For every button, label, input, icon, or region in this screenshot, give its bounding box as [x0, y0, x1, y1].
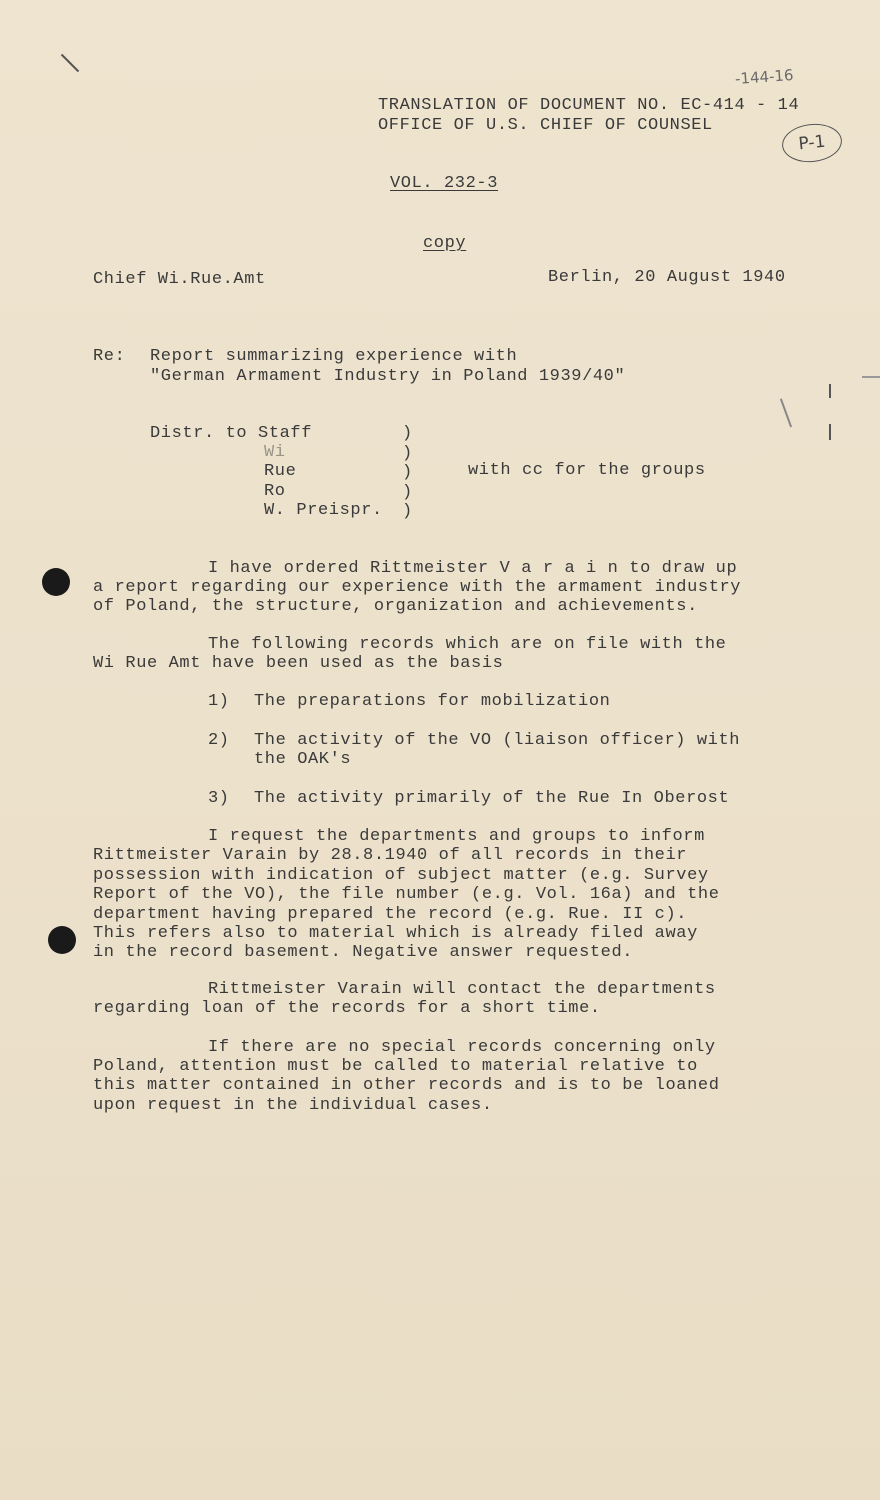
paragraph-1-line: a report regarding our experience with the armament industry: [93, 578, 742, 597]
distribution-item: Ro: [264, 482, 286, 501]
volume-number: VOL. 232-3: [390, 174, 499, 193]
list-item-text: The activity primarily of the Rue In Oberost: [254, 789, 730, 808]
scan-mark: [829, 384, 831, 398]
paragraph-2-line: Wi Rue Amt have been used as the basis: [93, 654, 504, 673]
distribution-bracket: ) ) ) ) ): [402, 424, 413, 521]
page-stamp-label: P-1: [797, 131, 827, 155]
distribution-note: with cc for the groups: [468, 461, 706, 480]
paragraph-3-line: in the record basement. Negative answer requested.: [93, 943, 634, 962]
list-item-text: The preparations for mobilization: [254, 692, 611, 711]
list-item-text: the OAK's: [254, 750, 352, 769]
paragraph-4-line: regarding loan of the records for a short time.: [93, 999, 601, 1018]
paragraph-3-line: department having prepared the record (e.g. Rue. II c).: [93, 905, 688, 924]
distribution-item: Wi: [264, 443, 286, 462]
re-label: Re:: [93, 347, 126, 366]
list-item-number: 3): [208, 789, 230, 808]
scan-mark: [61, 54, 79, 72]
sender: Chief Wi.Rue.Amt: [93, 270, 266, 289]
paragraph-3-line: Rittmeister Varain by 28.8.1940 of all records in their: [93, 846, 688, 865]
paragraph-1-line: I have ordered Rittmeister V a r a i n to draw up: [208, 559, 738, 578]
paragraph-3-line: possession with indication of subject matter (e.g. Survey: [93, 866, 709, 885]
paragraph-5-line: If there are no special records concerning only: [208, 1038, 716, 1057]
paragraph-4-line: Rittmeister Varain will contact the departments: [208, 980, 716, 999]
paragraph-3-line: Report of the VO), the file number (e.g. Vol. 16a) and the: [93, 885, 720, 904]
scan-mark: [780, 399, 792, 428]
place-date: Berlin, 20 August 1940: [548, 268, 786, 287]
paragraph-1-line: of Poland, the structure, organization and achievements.: [93, 597, 698, 616]
copy-label: copy: [423, 234, 467, 253]
distribution-item: Rue: [264, 462, 297, 481]
paragraph-5-line: this matter contained in other records and is to be loaned: [93, 1076, 720, 1095]
paragraph-5-line: Poland, attention must be called to material relative to: [93, 1057, 698, 1076]
office-header: OFFICE OF U.S. CHIEF OF COUNSEL: [378, 116, 713, 135]
translation-header: TRANSLATION OF DOCUMENT NO. EC-414 - 14: [378, 96, 800, 115]
scan-mark: [862, 376, 880, 378]
re-line-2: "German Armament Industry in Poland 1939/40": [150, 367, 626, 386]
distribution-item: W. Preispr.: [264, 501, 383, 520]
paragraph-3-line: This refers also to material which is already filed away: [93, 924, 698, 943]
list-item-number: 2): [208, 731, 230, 750]
paragraph-2-line: The following records which are on file with the: [208, 635, 727, 654]
re-line-1: Report summarizing experience with: [150, 347, 518, 366]
list-item-text: The activity of the VO (liaison officer) with: [254, 731, 741, 750]
punch-hole: [48, 926, 76, 954]
list-item-number: 1): [208, 692, 230, 711]
paragraph-5-line: upon request in the individual cases.: [93, 1096, 493, 1115]
page-stamp: [780, 121, 844, 165]
paragraph-3-line: I request the departments and groups to inform: [208, 827, 705, 846]
scan-mark: [829, 424, 831, 440]
pencil-annotation: -144-16: [734, 65, 795, 89]
punch-hole: [42, 568, 70, 596]
distribution-label: Distr. to Staff: [150, 424, 313, 443]
